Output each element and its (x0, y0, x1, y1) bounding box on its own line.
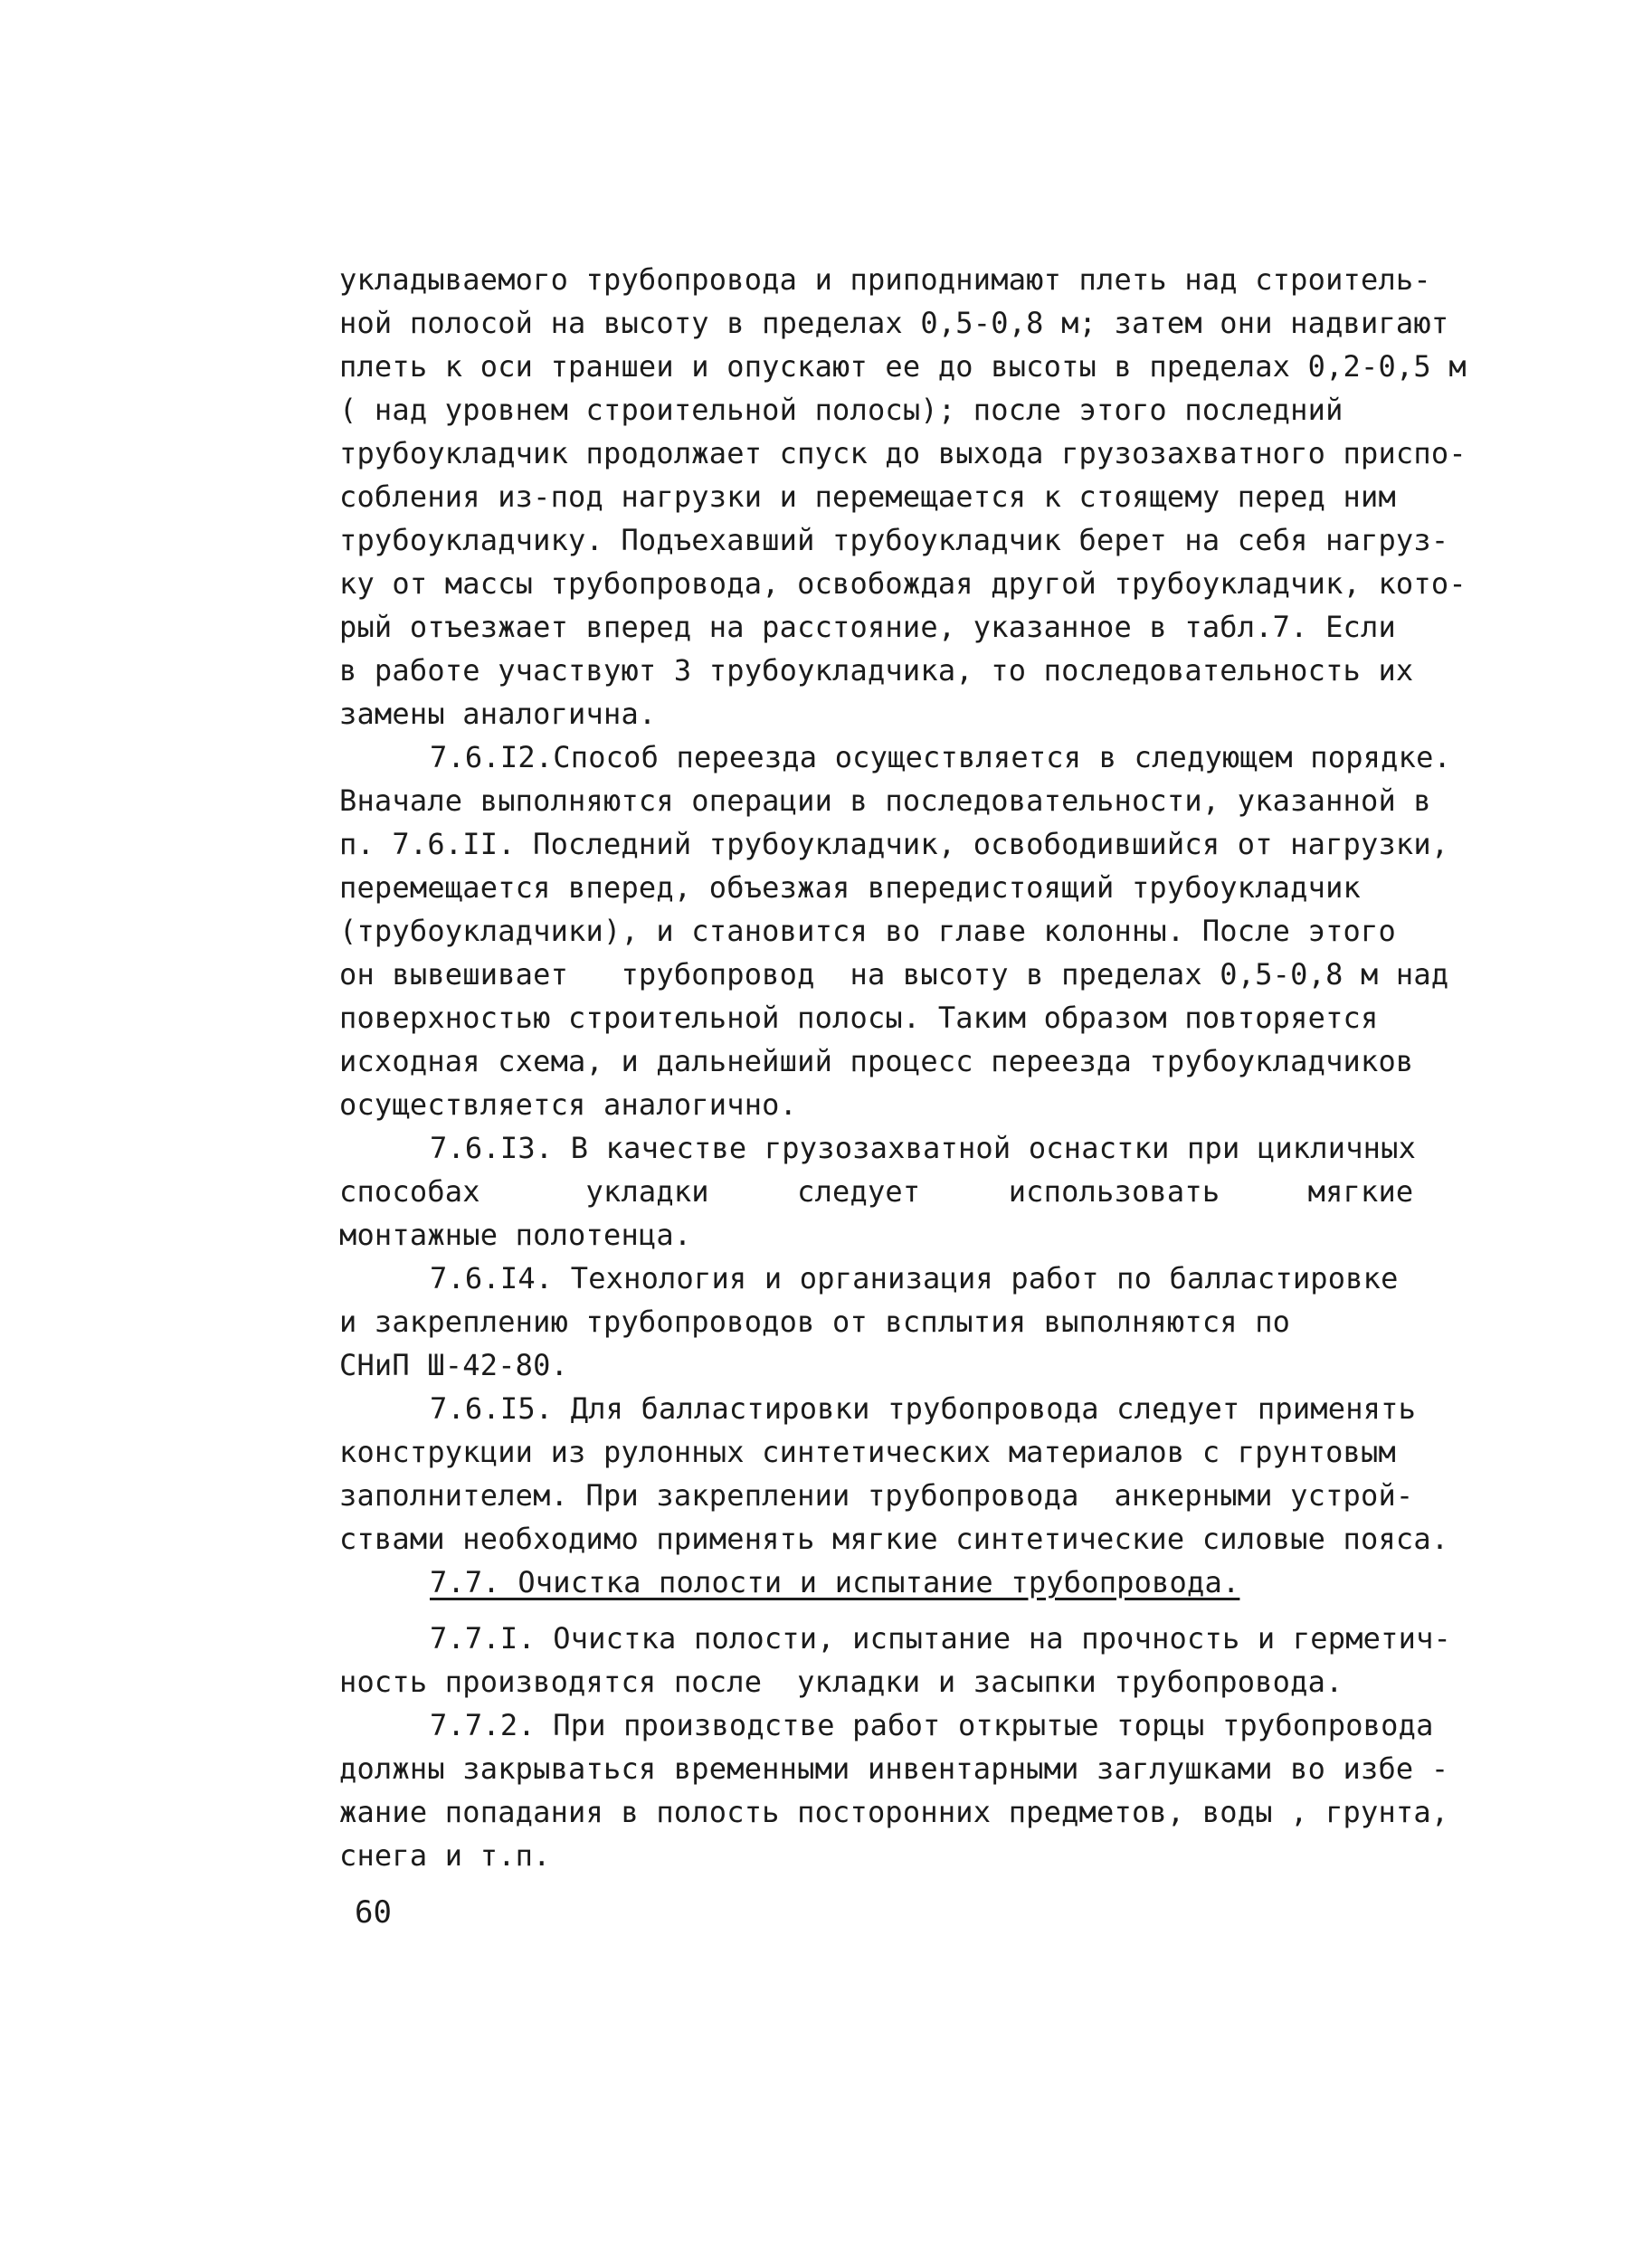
text-line: рый отъезжает вперед на расстояние, указанное в табл.7. Если (339, 610, 1396, 644)
text-line: в работе участвуют 3 трубоукладчика, то последовательность их (339, 653, 1414, 688)
text-line: п. 7.6.II. Последний трубоукладчик, освободившийся от нагрузки, (339, 827, 1449, 861)
text-line: перемещается вперед, объезжая впередистоящий трубоукладчик (339, 870, 1362, 905)
text-line: конструкции из рулонных синтетических материалов с грунтовым (339, 1435, 1396, 1469)
text-line: собления из-под нагрузки и перемещается к стоящему перед ним (339, 479, 1396, 514)
paragraph-7-7-2-start: 7.7.2. При производстве работ открытые торцы трубопровода (430, 1708, 1434, 1742)
text-line: ствами необходимо применять мягкие синтетические силовые пояса. (339, 1522, 1449, 1556)
text-line: он вывешивает трубопровод на высоту в пределах 0,5-0,8 м над (339, 957, 1449, 992)
paragraph-7-6-14-start: 7.6.I4. Технология и организация работ по балластировке (430, 1261, 1399, 1295)
text-line: ной полосой на высоту в пределах 0,5-0,8 м; затем они надвигают (339, 306, 1449, 340)
text-line: трубоукладчику. Подъехавший трубоукладчик берет на себя нагруз- (339, 523, 1449, 557)
text-line: (трубоукладчики), и становится во главе колонны. После этого (339, 914, 1396, 948)
document-body (339, 258, 1515, 1877)
page-number: 60 (355, 1894, 392, 1931)
text-line: укладываемого трубопровода и приподнимают плеть над строитель- (339, 262, 1431, 297)
paragraph-7-6-15-start: 7.6.I5. Для балластировки трубопровода следует применять (430, 1391, 1417, 1426)
text-line: должны закрываться временными инвентарными заглушками во избе - (339, 1751, 1449, 1786)
paragraph-7-7-1-start: 7.7.I. Очистка полости, испытание на прочность и герметич- (430, 1621, 1452, 1656)
text-line: осуществляется аналогично. (339, 1087, 798, 1122)
text-line: ность производятся после укладки и засыпки трубопровода. (339, 1665, 1343, 1699)
paragraph-7-6-12-start: 7.6.I2.Способ переезда осуществляется в следующем порядке. (430, 740, 1452, 774)
text-line: трубоукладчик продолжает спуск до выхода грузозахватного приспо- (339, 436, 1467, 470)
text-line: способах укладки следует использовать мягкие (339, 1174, 1414, 1209)
text-line: исходная схема, и дальнейший процесс переезда трубоукладчиков (339, 1044, 1414, 1078)
text-line: замены аналогична. (339, 697, 657, 731)
section-spacing (339, 1604, 1515, 1617)
text-line: заполнителем. При закреплении трубопровода анкерными устрой- (339, 1478, 1414, 1513)
text-line: жание попадания в полость посторонних предметов, воды , грунта, (339, 1795, 1449, 1829)
text-line: снега и т.п. (339, 1838, 551, 1873)
text-line: СНиП Ш-42-80. (339, 1348, 569, 1382)
text-line: поверхностью строительной полосы. Таким образом повторяется (339, 1001, 1379, 1035)
text-line: Вначале выполняются операции в последовательности, указанной в (339, 783, 1431, 818)
text-line: и закреплению трубопроводов от всплытия выполняются по (339, 1305, 1291, 1339)
text-line: монтажные полотенца. (339, 1218, 692, 1252)
section-heading-7-7: 7.7. Очистка полости и испытание трубопровода. (430, 1565, 1240, 1599)
text-line: ку от массы трубопровода, освобождая другой трубоукладчик, кото- (339, 566, 1467, 601)
text-line: плеть к оси траншеи и опускают ее до высоты в пределах 0,2-0,5 м (339, 349, 1467, 384)
paragraph-7-6-13-start: 7.6.I3. В качестве грузозахватной оснастки при цикличных (430, 1131, 1417, 1165)
text-line: ( над уровнем строительной полосы); после этого последний (339, 393, 1343, 427)
